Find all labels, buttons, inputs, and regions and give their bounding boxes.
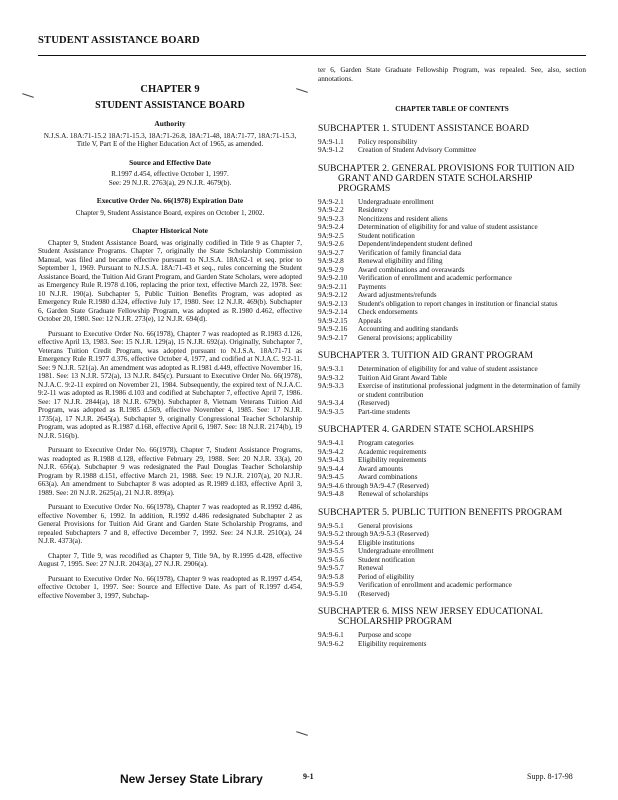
history-paragraph: Chapter 9, Student Assistance Board, was originally codified in Title 9 as Chapter 7, Student Assistance Programs. Chapter 7, originally the State Scholarship Commission Manual, was filed and became effective pursuant to N.J.S.A. 18A:62-1 et seq. prior to September 1, 1969. Pursuant to N.J.S.A. 18A:71-43 et seq., rules concerning the Student Assistance Board, the Tuition Aid Grant Program, and Garden State Scholars, were adopted as Emergency Rule R.1978 d.106, replacing the prior text, effective March 22, 1978. See: 10 N.J.R. 190(a). Subchapter 5, Public Tuition Benefits Program, was adopted as Emergency Rule R.1980 d.324, effective July 17, 1980. See: 12 N.J.R. 469(b). Subchapter 6, Garden State Graduate Fellowship Program, was adopted as R.1980 d.462, effective October 20, 1980. See: 12 N.J.R. 273(e), 12 N.J.R. 694(d). bbox=[38, 238, 302, 323]
toc-entry-label: Tuition Aid Grant Award Table bbox=[358, 373, 448, 382]
toc-entry-label: Undergraduate enrollment bbox=[358, 197, 434, 206]
toc-entry bbox=[318, 448, 586, 457]
toc-entry bbox=[318, 631, 586, 640]
margin-mark bbox=[22, 93, 34, 98]
left-column bbox=[38, 66, 302, 600]
toc-entry bbox=[318, 240, 586, 249]
toc-entry-label: Residency bbox=[358, 206, 388, 214]
toc-entry-number: 9A:9-5.9 bbox=[318, 581, 344, 589]
history-heading: Chapter Historical Note bbox=[132, 226, 208, 235]
toc-entry bbox=[318, 465, 586, 474]
toc-entry bbox=[318, 266, 586, 275]
toc-entry bbox=[318, 564, 586, 573]
toc-entry bbox=[318, 274, 586, 283]
toc-entry bbox=[318, 215, 586, 224]
toc-entry-number: 9A:9-3.2 bbox=[318, 373, 344, 382]
running-head: STUDENT ASSISTANCE BOARD bbox=[38, 35, 200, 46]
toc-subchapter-heading: SUBCHAPTER 3. TUITION AID GRANT PROGRAM bbox=[318, 351, 534, 361]
toc-entry-label: Part-time students bbox=[358, 407, 411, 416]
toc-entry-number: 9A:9-3.4 bbox=[318, 399, 344, 407]
history-paragraph: Pursuant to Executive Order No. 66(1978), Chapter 7, Student Assistance Programs, was readopted as R.1988 d.128, effective February 29, 1988. See: 20 N.J.R. 33(a), 20 N.J.R. 656(a). Subchapter 9 was redesignated the Paul Douglas Teacher Scholarship Program by R.1988 d.151, effective March 21, 1988. See: 19 N.J.R. 2107(a), 20 N.J.R. 663(a). An amendment to Subchapter 8 was adopted as R.1989 d.183, effective April 3, 1989. See: 20 N.J.R. 2625(a), 21 N.J.R. 899(a). bbox=[38, 446, 302, 497]
toc-entry-label: Student's obligation to report changes in institution or financial status bbox=[358, 299, 558, 308]
toc-entry-number: 9A:9-5.5 bbox=[318, 547, 344, 555]
eo-heading: Executive Order No. 66(1978) Expiration Date bbox=[96, 196, 244, 205]
toc-entry bbox=[318, 334, 586, 343]
margin-mark bbox=[296, 731, 308, 736]
toc-entry bbox=[318, 291, 586, 300]
toc-entry-number: 9A:9-5.10 bbox=[318, 589, 348, 598]
toc-subchapter-heading: SUBCHAPTER 1. STUDENT ASSISTANCE BOARD bbox=[318, 123, 529, 134]
toc-entry bbox=[318, 530, 586, 539]
toc-entry bbox=[318, 249, 586, 258]
toc-entry-label: General provisions; applicability bbox=[358, 333, 453, 342]
toc-entry-number: 9A:9-2.12 bbox=[318, 291, 348, 299]
toc-entry-label: Award combinations bbox=[358, 473, 418, 481]
toc-entry-number: 9A:9-2.13 bbox=[318, 299, 348, 308]
toc-entry-label: Award combinations and overawards bbox=[358, 265, 465, 274]
toc-entry-label: (Reserved) bbox=[358, 399, 390, 407]
toc-entry bbox=[318, 146, 586, 155]
toc-entry-label: Student notification bbox=[358, 555, 415, 564]
toc-entry-label: Award amounts bbox=[358, 464, 404, 473]
toc-entry-number: 9A:9-2.8 bbox=[318, 257, 344, 265]
toc-entry-label: Determination of eligibility for and value of student assistance bbox=[358, 223, 538, 231]
toc-entry-number: 9A:9-2.16 bbox=[318, 325, 348, 333]
toc-entry-label: Student notification bbox=[358, 231, 415, 240]
toc-entry bbox=[318, 456, 586, 465]
history-paragraph: Chapter 7, Title 9, was recodified as Chapter 9, Title 9A, by R.1995 d.428, effective August 7, 1995. See: 27 N.J.R. 2043(a), 27 N.J.R. 2906(a). bbox=[38, 551, 302, 568]
toc-entry bbox=[318, 573, 586, 582]
toc-entry-label: Renewal of scholarships bbox=[358, 490, 429, 498]
toc-entry-label: Undergraduate enrollment bbox=[358, 547, 434, 555]
toc-entry bbox=[318, 490, 586, 499]
toc-entry bbox=[318, 556, 586, 565]
chapter-label: CHAPTER 9 bbox=[140, 84, 200, 95]
toc-entry-number: 9A:9-2.14 bbox=[318, 308, 348, 316]
toc-entry-number: 9A:9-3.1 bbox=[318, 365, 344, 373]
toc-entry-label: General provisions bbox=[358, 521, 413, 530]
toc-entry-label: Exercise of institutional professional judgment in the determination of family or student contribution bbox=[358, 382, 581, 399]
toc-entry-number: 9A:9-2.17 bbox=[318, 333, 348, 342]
toc-entry bbox=[318, 439, 586, 448]
toc-entry-label: Creation of Student Advisory Committee bbox=[358, 146, 477, 154]
toc-entry-number: 9A:9-5.1 bbox=[318, 521, 344, 530]
source-text-1: R.1997 d.454, effective October 1, 1997. bbox=[111, 170, 229, 178]
toc-entry bbox=[318, 223, 586, 232]
toc-entry-label: Purpose and scope bbox=[358, 631, 412, 639]
toc-entry-label: Check endorsements bbox=[358, 308, 418, 316]
toc-entry-number: 9A:9-3.3 bbox=[318, 382, 344, 390]
toc-entry bbox=[318, 522, 586, 531]
history-paragraph: Pursuant to Executive Order No. 66(1978), Chapter 7 was readopted as R.1983 d.126, effective April 13, 1983. See: 15 N.J.R. 129(a), 15 N.J.R. 692(a). Originally, Subchapter 7, Veterans Tuition Credit Program, was adopted pursuant to N.J.S.A. 18A:71-71 as Emergency Rule R.1977 d.376, effective October 4, 1977, and codified at N.J.A.C. 9:2-11. See: 9 N.J.R. 521(a). An amendment was adopted as R.1981 d.449, effective November 16, 1981. See: 13 N.J.R. 572(a), 13 N.J.R. 845(c). Pursuant to Executive Order No. 66(1978), N.J.A.C. 9:2-11 expired on November 21, 1984. Subsequently, the expired text of N.J.A.C. 9:2-11 was adopted as R.1986 d.103 and codified at Subchapter 7, effective April 7, 1986. See: 17 N.J.R. 2844(a), 18 N.J.R. 679(b). Subchapter 8, Vietnam Veterans Tuition Aid Program, was adopted as R.1985 d.569, effective November 4, 1985. See: 17 N.J.R. 1735(a), 17 N.J.R. 2645(a). Subchapter 9, originally Congressional Teacher Scholarship Program, was adopted as R.1987 d.168, effective April 6, 1987. See: 18 N.J.R. 2174(b), 19 N.J.R. 516(b). bbox=[38, 329, 302, 440]
toc-entry-number: 9A:9-5.7 bbox=[318, 564, 344, 572]
toc-entry-label: Verification of enrollment and academic performance bbox=[358, 581, 512, 589]
toc-entry bbox=[318, 399, 586, 408]
source-heading: Source and Effective Date bbox=[129, 157, 211, 167]
toc-entry bbox=[318, 138, 586, 147]
toc-entry bbox=[318, 539, 586, 548]
toc-entry-number: 9A:9-2.3 bbox=[318, 214, 344, 223]
toc-entry-label: (Reserved) bbox=[358, 589, 390, 598]
toc-entry bbox=[318, 581, 586, 590]
toc-entry-number: 9A:9-5.8 bbox=[318, 572, 344, 581]
toc-entry bbox=[318, 317, 586, 326]
toc-entry-number: 9A:9-4.1 bbox=[318, 439, 344, 447]
continuation-text: ter 6, Garden State Graduate Fellowship Program, was repealed. See, also, section annotations. bbox=[318, 66, 586, 83]
eo-text: Chapter 9, Student Assistance Board, expires on October 1, 2002. bbox=[75, 208, 265, 217]
toc-entry-number: 9A:9-2.10 bbox=[318, 274, 348, 282]
toc-entry-label: Appeals bbox=[358, 316, 382, 325]
history-paragraph: Pursuant to Executive Order No. 66(1978), Chapter 9 was readopted as R.1997 d.454, effective October 1, 1997. See: Source and Effective Date. As part of R.1997 d.454, effective November 3, 1997, Subchap- bbox=[38, 574, 302, 600]
toc-entry-number: 9A:9-2.9 bbox=[318, 265, 344, 274]
toc-entry bbox=[318, 473, 586, 482]
toc-entry-number: 9A:9-2.2 bbox=[318, 206, 344, 214]
toc-entry-label: Eligible institutions bbox=[358, 538, 415, 547]
authority-heading: Authority bbox=[154, 119, 186, 128]
toc-entry-number: 9A:9-2.11 bbox=[318, 282, 348, 291]
toc-entry-label: Renewal eligibility and filing bbox=[358, 257, 443, 265]
toc-entry-number: 9A:9-4.4 bbox=[318, 464, 344, 473]
toc-entry-number: 9A:9-2.1 bbox=[318, 197, 344, 206]
toc-entry bbox=[318, 547, 586, 556]
toc-entry bbox=[318, 640, 586, 649]
toc-entry-label: 9A:9-5.2 through 9A:9-5.3 (Reserved) bbox=[318, 530, 429, 538]
toc-subchapter-heading: SUBCHAPTER 4. GARDEN STATE SCHOLARSHIPS bbox=[318, 425, 534, 435]
toc-entry-number: 9A:9-6.1 bbox=[318, 631, 344, 639]
toc-entry-label: Policy responsibility bbox=[358, 137, 418, 146]
toc-entry-label: Determination of eligibility for and value of student assistance bbox=[358, 365, 538, 373]
footer-supplement: Supp. 8-17-98 bbox=[527, 772, 573, 781]
toc-subchapter-heading: SUBCHAPTER 2. GENERAL PROVISIONS FOR TUITION AID GRANT AND GARDEN STATE SCHOLARSHIP PROGRAMS bbox=[318, 163, 575, 194]
footer-page-number: 9-1 bbox=[303, 772, 314, 781]
toc-subchapter-heading: SUBCHAPTER 6. MISS NEW JERSEY EDUCATIONAL SCHOLARSHIP PROGRAM bbox=[318, 607, 543, 627]
right-column bbox=[318, 66, 586, 648]
toc-entry-label: Eligibility requirements bbox=[358, 639, 427, 648]
toc-entry-label: Noncitizens and resident aliens bbox=[358, 214, 448, 223]
toc-entry bbox=[318, 482, 586, 491]
toc-subchapter-heading: SUBCHAPTER 5. PUBLIC TUITION BENEFITS PROGRAM bbox=[318, 507, 563, 518]
toc-entry-label: 9A:9-4.6 through 9A:9-4.7 (Reserved) bbox=[318, 481, 429, 490]
authority-text: N.J.S.A. 18A:71-15.2 18A:71-15.3, 18A:71-26.8, 18A:71-48, 18A:71-77, 18A:71-15.3, Title V, Part E of the Higher Education Act of 1965, as amended. bbox=[43, 131, 297, 148]
toc-entry-number: 9A:9-5.6 bbox=[318, 555, 344, 564]
toc-entry-number: 9A:9-2.5 bbox=[318, 231, 344, 240]
toc-entry bbox=[318, 283, 586, 292]
toc-entry-label: Dependent/independent student defined bbox=[358, 240, 473, 248]
toc-entry-number: 9A:9-4.8 bbox=[318, 490, 344, 498]
toc-entry bbox=[318, 232, 586, 241]
toc-entry bbox=[318, 257, 586, 266]
toc-entry-number: 9A:9-1.1 bbox=[318, 137, 344, 146]
toc-entry bbox=[318, 308, 586, 317]
toc-entry-label: Accounting and auditing standards bbox=[358, 325, 459, 333]
toc-entry-number: 9A:9-2.15 bbox=[318, 316, 348, 325]
toc-entry-label: Renewal bbox=[358, 564, 384, 572]
toc-entry bbox=[318, 590, 586, 599]
toc-list bbox=[318, 124, 586, 649]
toc-title: CHAPTER TABLE OF CONTENTS bbox=[395, 105, 509, 113]
toc-entry-number: 9A:9-6.2 bbox=[318, 639, 344, 648]
toc-entry-number: 9A:9-2.7 bbox=[318, 248, 344, 257]
toc-entry-number: 9A:9-1.2 bbox=[318, 146, 344, 154]
toc-entry-number: 9A:9-4.5 bbox=[318, 473, 344, 481]
toc-entry bbox=[318, 382, 586, 399]
toc-entry bbox=[318, 374, 586, 383]
history-paragraph: Pursuant to Executive Order No. 66(1978), Chapter 7 was readopted as R.1992 d.486, effective November 6, 1992. In addition, R.1992 d.486 redesignated Subchapter 2 as General Provisions for Tuition Aid Grant and Garden State Scholarship Programs, and repealed Subchapters 7 and 8, effective December 7, 1992. See: 24 N.J.R. 2510(a), 24 N.J.R. 4373(a). bbox=[38, 503, 302, 545]
toc-entry-label: Verification of family financial data bbox=[358, 248, 461, 257]
toc-entry-number: 9A:9-4.2 bbox=[318, 447, 344, 456]
toc-entry-label: Payments bbox=[358, 282, 386, 291]
toc-entry-label: Program categories bbox=[358, 439, 414, 447]
toc-entry bbox=[318, 300, 586, 309]
toc-entry-label: Award adjustments/refunds bbox=[358, 291, 437, 299]
toc-entry-number: 9A:9-3.5 bbox=[318, 407, 344, 416]
toc-entry bbox=[318, 325, 586, 334]
header-rule bbox=[38, 55, 586, 56]
footer-library: New Jersey State Library bbox=[120, 772, 263, 786]
toc-entry-label: Verification of enrollment and academic performance bbox=[358, 274, 512, 282]
toc-entry-number: 9A:9-2.4 bbox=[318, 223, 344, 231]
toc-entry bbox=[318, 365, 586, 374]
toc-entry bbox=[318, 198, 586, 207]
source-text-2: See: 29 N.J.R. 2763(a), 29 N.J.R. 4679(b). bbox=[108, 178, 232, 187]
toc-entry-number: 9A:9-4.3 bbox=[318, 456, 344, 464]
chapter-name: STUDENT ASSISTANCE BOARD bbox=[95, 99, 245, 111]
toc-entry bbox=[318, 408, 586, 417]
toc-entry-label: Eligibility requirements bbox=[358, 456, 427, 464]
toc-entry-number: 9A:9-5.4 bbox=[318, 538, 344, 547]
toc-entry-label: Academic requirements bbox=[358, 447, 427, 456]
toc-entry bbox=[318, 206, 586, 215]
toc-entry-label: Period of eligibility bbox=[358, 572, 415, 581]
toc-entry-number: 9A:9-2.6 bbox=[318, 240, 344, 248]
